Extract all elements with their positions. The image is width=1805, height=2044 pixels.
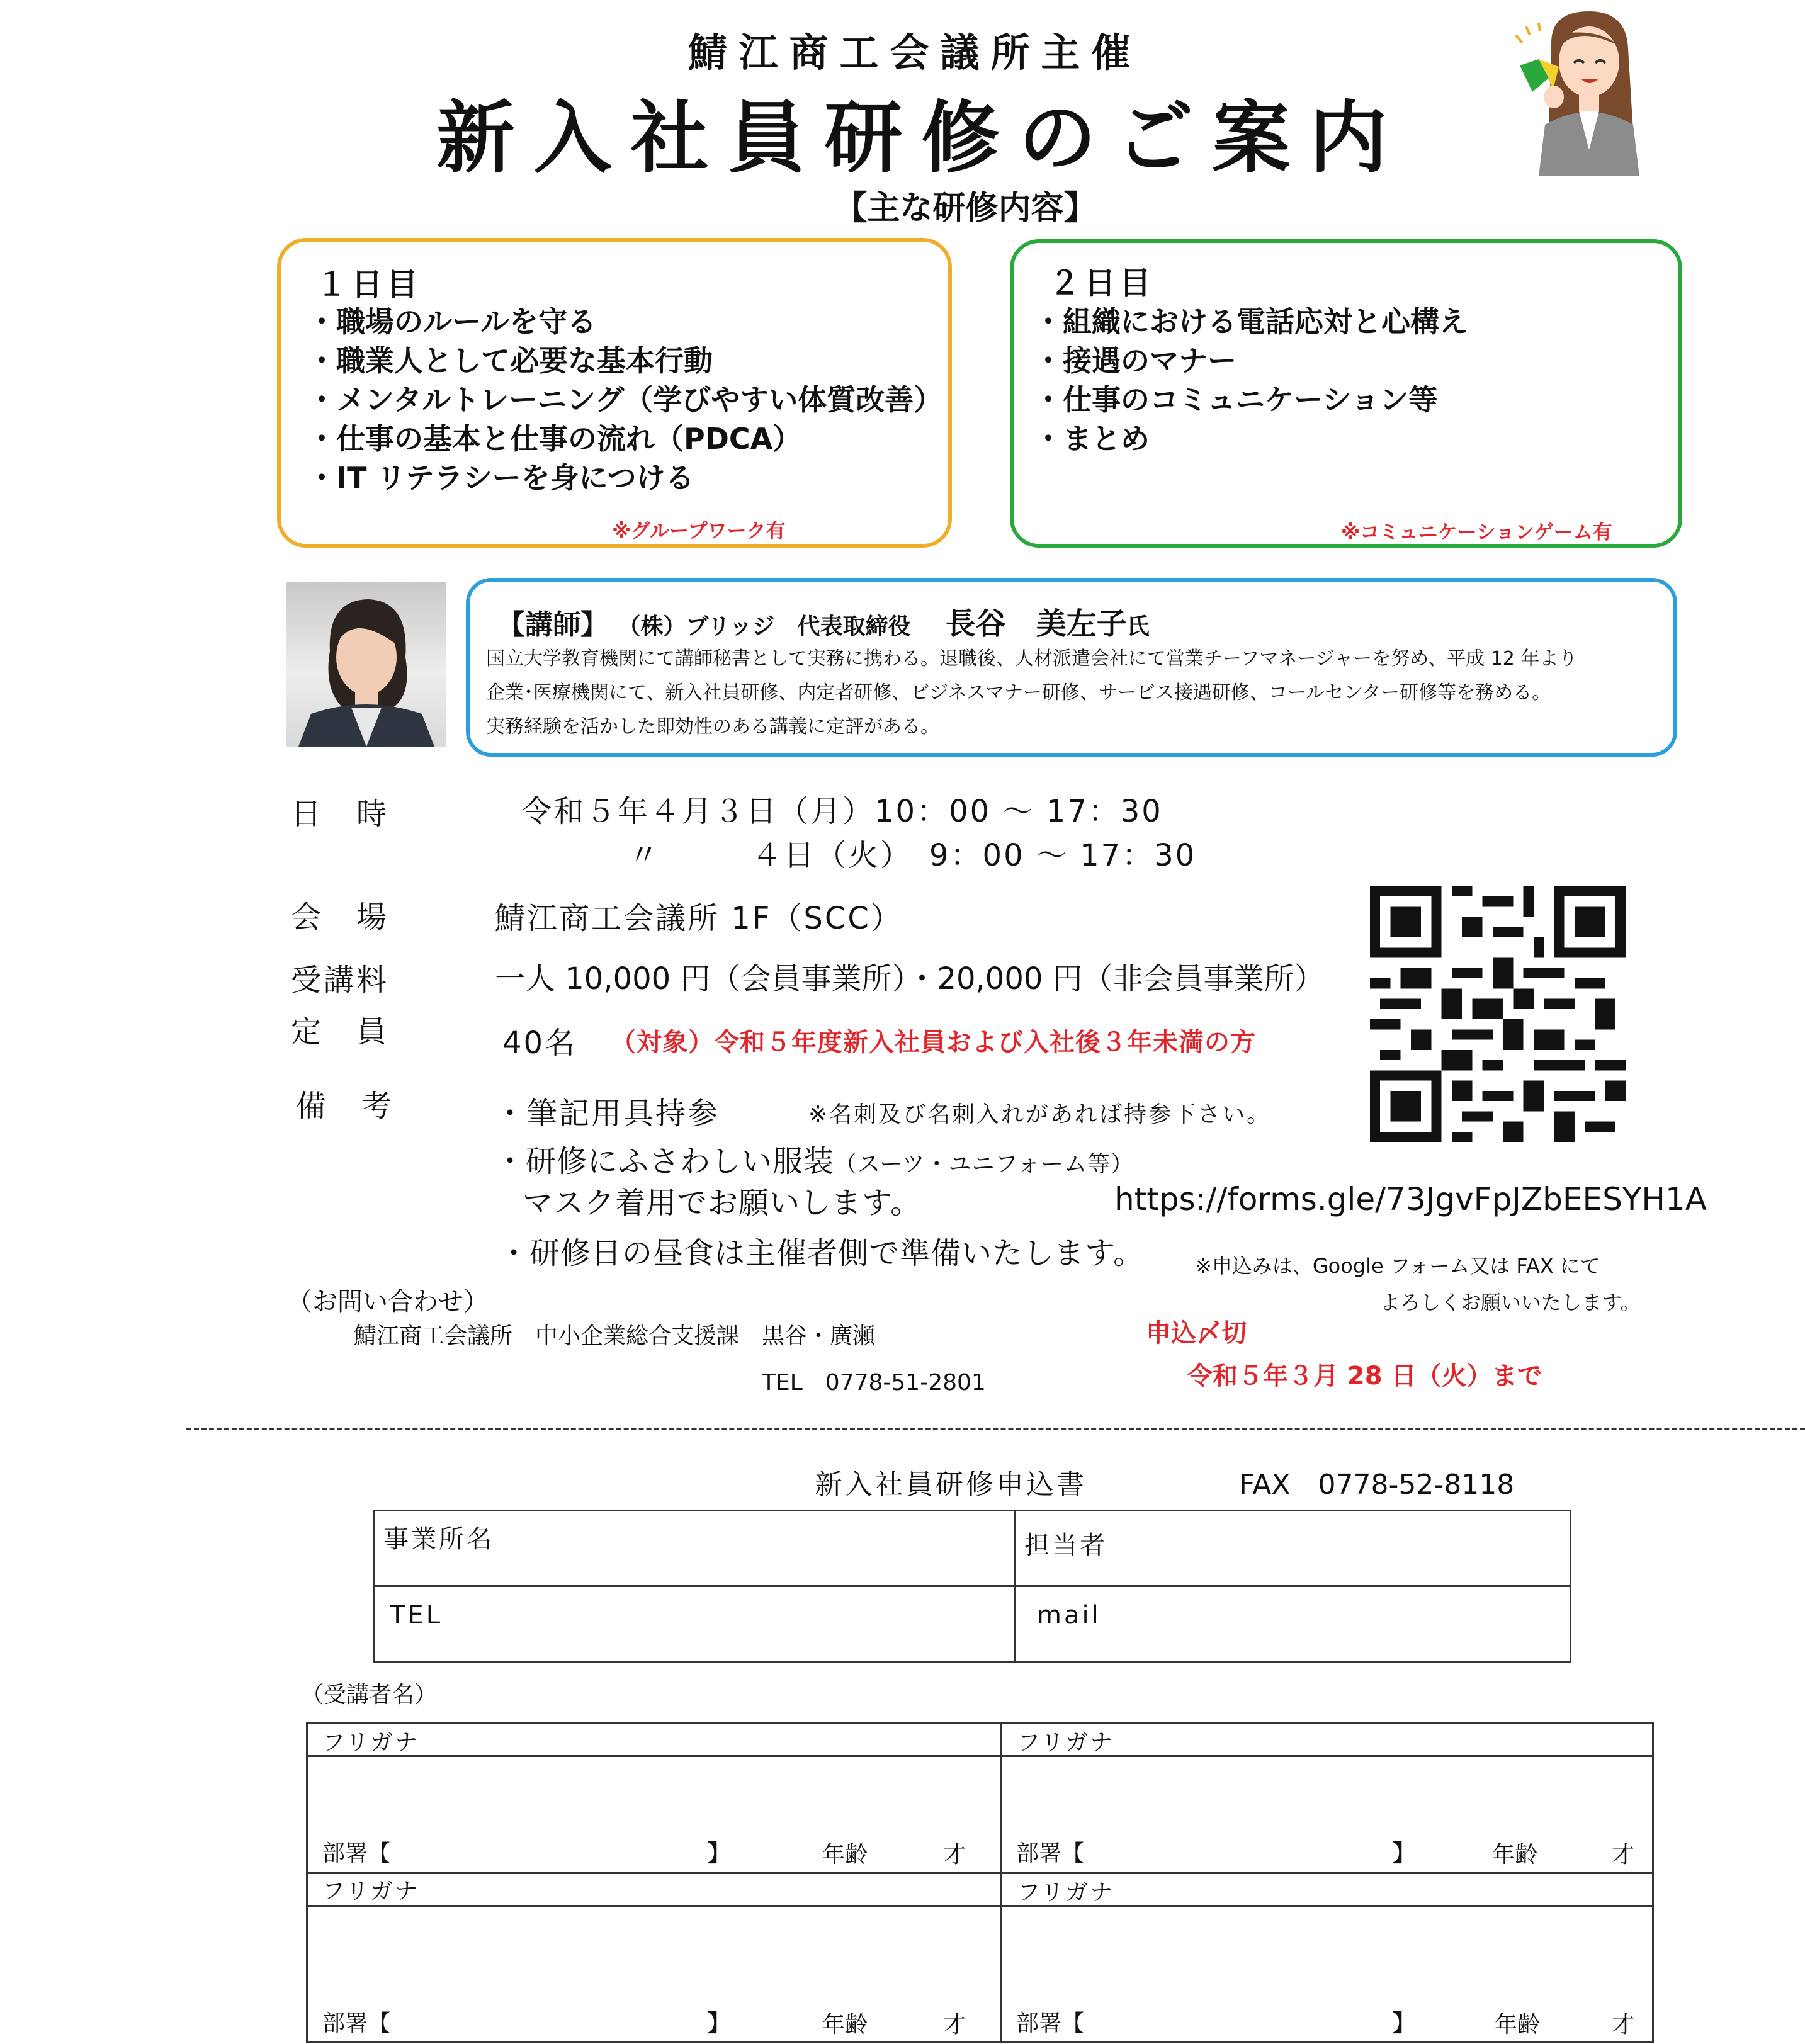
lecturer-bio: [486, 642, 1577, 744]
trainee-age-unit: 才: [1612, 2012, 1635, 2038]
trainee-dept-close: 】: [708, 2011, 731, 2036]
application-fax: FAX 0778-52-8118: [1239, 1469, 1515, 1501]
day2-list: [1034, 302, 1468, 458]
company-name-label: 事業所名: [383, 1525, 494, 1554]
fee-value: 一人 10,000 円（会員事業所）・20,000 円（非会員事業所）: [495, 961, 1325, 997]
lecturer-heading: [497, 599, 1150, 643]
trainee-furigana-label: フリガナ: [1017, 1730, 1115, 1756]
lecturer-bio-line: 実務経験を活かした即効性のある講義に定評がある。: [486, 716, 939, 738]
day2-item: ・仕事のコミュニケーション等: [1034, 383, 1438, 417]
person-in-charge-label: 担当者: [1024, 1531, 1107, 1560]
mail-cell[interactable]: [1015, 1586, 1571, 1662]
trainee-age-label: 年齢: [1492, 1842, 1538, 1868]
date-line2: ４日（火） 9：00 ～ 17：30: [752, 838, 1197, 873]
day1-title: １日目: [316, 266, 422, 303]
content-heading: 【主な研修内容】: [834, 189, 1097, 227]
day1-item: ・仕事の基本と仕事の流れ（PDCA）: [307, 422, 802, 456]
trainee-age-label: 年齢: [822, 1842, 868, 1868]
apply-note-1: ※申込みは、Google フォーム又は FAX にて: [1195, 1254, 1600, 1278]
mail-label: mail: [1037, 1601, 1101, 1630]
row-divider: [306, 1755, 1654, 1757]
day2-box: [1010, 239, 1682, 548]
form-url-link[interactable]: https://forms.gle/73JgvFpJZbEESYH1A: [1114, 1181, 1707, 1217]
qr-code[interactable]: [1370, 886, 1626, 1142]
lecturer-photo: [286, 582, 446, 747]
fee-label: 受講料: [291, 963, 390, 998]
applicant-table: [373, 1510, 1571, 1663]
lecturer-bio-line: 企業･医療機関にて、新入社員研修、内定者研修、ビジネスマナー研修、サービス接遇研修、コールセンター研修等を務める。: [486, 682, 1551, 704]
page-title: 新入社員研修のご案内: [436, 93, 1406, 184]
date-ditto: 〃: [628, 838, 661, 873]
tel-label: TEL: [390, 1601, 443, 1630]
company-name-cell[interactable]: [374, 1511, 1015, 1586]
day2-title: ２日目: [1049, 265, 1155, 302]
apply-note-2: よろしくお願いいたします。: [1380, 1290, 1641, 1314]
lecturer-company: （株）ブリッジ 代表取締役: [618, 614, 911, 640]
note-business-cards: ※名刺及び名刺入れがあれば持参下さい。: [808, 1102, 1272, 1127]
notes-label: 備 考: [296, 1088, 395, 1124]
contact-org: 鯖江商工会議所 中小企業総合支援課 黒谷・廣瀬: [354, 1323, 876, 1349]
day1-item: ・職場のルールを守る: [307, 305, 597, 339]
date-label: 日 時: [291, 796, 390, 832]
trainee-dept-close: 】: [1393, 2011, 1416, 2036]
venue-value: 鯖江商工会議所 1F（SCC）: [495, 901, 903, 936]
date-line1: 令和５年４月３日（月）10：00 ～ 17：30: [521, 794, 1163, 829]
note-lunch: ・研修日の昼食は主催者側で準備いたします。: [499, 1236, 1145, 1271]
trainee-dept-open: 部署【: [322, 2011, 391, 2036]
contact-tel: TEL 0778-51-2801: [762, 1370, 986, 1396]
day2-note: ※コミュニケーションゲーム有: [1341, 521, 1612, 544]
target-audience: （対象）令和５年度新入社員および入社後３年未満の方: [611, 1028, 1256, 1057]
day1-list: [307, 302, 942, 497]
deadline-label: 申込〆切: [1146, 1319, 1247, 1348]
trainee-age-unit: 才: [943, 2012, 966, 2038]
note-dress: [495, 1137, 1134, 1180]
deadline-date: 令和５年３月 28 日（火）まで: [1187, 1362, 1542, 1391]
trainee-illustration: [1514, 5, 1662, 176]
note-writing-tools: ・筆記用具持参: [495, 1096, 720, 1131]
day2-item: ・組織における電話応対と心構え: [1034, 305, 1468, 339]
person-in-charge-cell[interactable]: [1015, 1511, 1571, 1586]
organizer-line: 鯖江商工会議所主催: [688, 30, 1142, 76]
trainee-dept-close: 】: [708, 1841, 731, 1866]
capacity-value: 40名: [502, 1025, 577, 1061]
note-mask: マスク着用でお願いします。: [523, 1185, 922, 1221]
trainee-age-unit: 才: [1612, 1842, 1635, 1868]
tel-cell[interactable]: [374, 1586, 1015, 1662]
row-divider: [306, 1905, 1654, 1907]
trainees-label: （受講者名）: [301, 1682, 438, 1708]
trainee-age-unit: 才: [943, 1842, 966, 1868]
day1-note: ※グループワーク有: [612, 520, 786, 543]
day2-item: ・接遇のマナー: [1034, 344, 1236, 378]
lecturer-bio-line: 国立大学教育機関にて講師秘書として実務に携わる。退職後、人材派遣会社にて営業チーフマネージャーを努め、平成 12 年より: [486, 648, 1578, 670]
trainee-age-label: 年齢: [822, 2012, 868, 2038]
trainee-dept-open: 部署【: [1016, 1841, 1085, 1866]
trainee-dept-open: 部署【: [322, 1841, 391, 1866]
lecturer-name: 長谷 美左子: [945, 606, 1127, 641]
lecturer-label: 【講師】: [497, 609, 608, 641]
trainee-age-label: 年齢: [1495, 2012, 1541, 2038]
day1-box: [277, 238, 952, 548]
trainee-furigana-label: フリガナ: [322, 1878, 420, 1904]
venue-label: 会 場: [291, 900, 390, 935]
contact-label: （お問い合わせ）: [287, 1287, 489, 1316]
lecturer-honorific: 氏: [1126, 614, 1150, 640]
application-title: 新入社員研修申込書: [815, 1469, 1087, 1501]
note-dress-small: （スーツ・ユニフォーム等）: [834, 1151, 1134, 1177]
note-dress-main: ・研修にふさわしい服装: [495, 1144, 835, 1179]
capacity-label: 定 員: [291, 1014, 390, 1049]
day1-item: ・IT リテラシーを身につける: [307, 461, 694, 495]
trainee-furigana-label: フリガナ: [1017, 1880, 1115, 1906]
row-divider: [306, 1872, 1654, 1874]
lecturer-box: [466, 578, 1677, 757]
trainee-dept-close: 】: [1393, 1841, 1416, 1866]
day2-item: ・まとめ: [1034, 422, 1150, 456]
cut-line: [186, 1428, 1805, 1430]
day1-item: ・職業人として必要な基本行動: [307, 344, 713, 378]
trainee-dept-open: 部署【: [1016, 2011, 1085, 2036]
day1-item: ・メンタルトレーニング（学びやすい体質改善）: [307, 383, 943, 417]
trainee-furigana-label: フリガナ: [322, 1730, 420, 1756]
